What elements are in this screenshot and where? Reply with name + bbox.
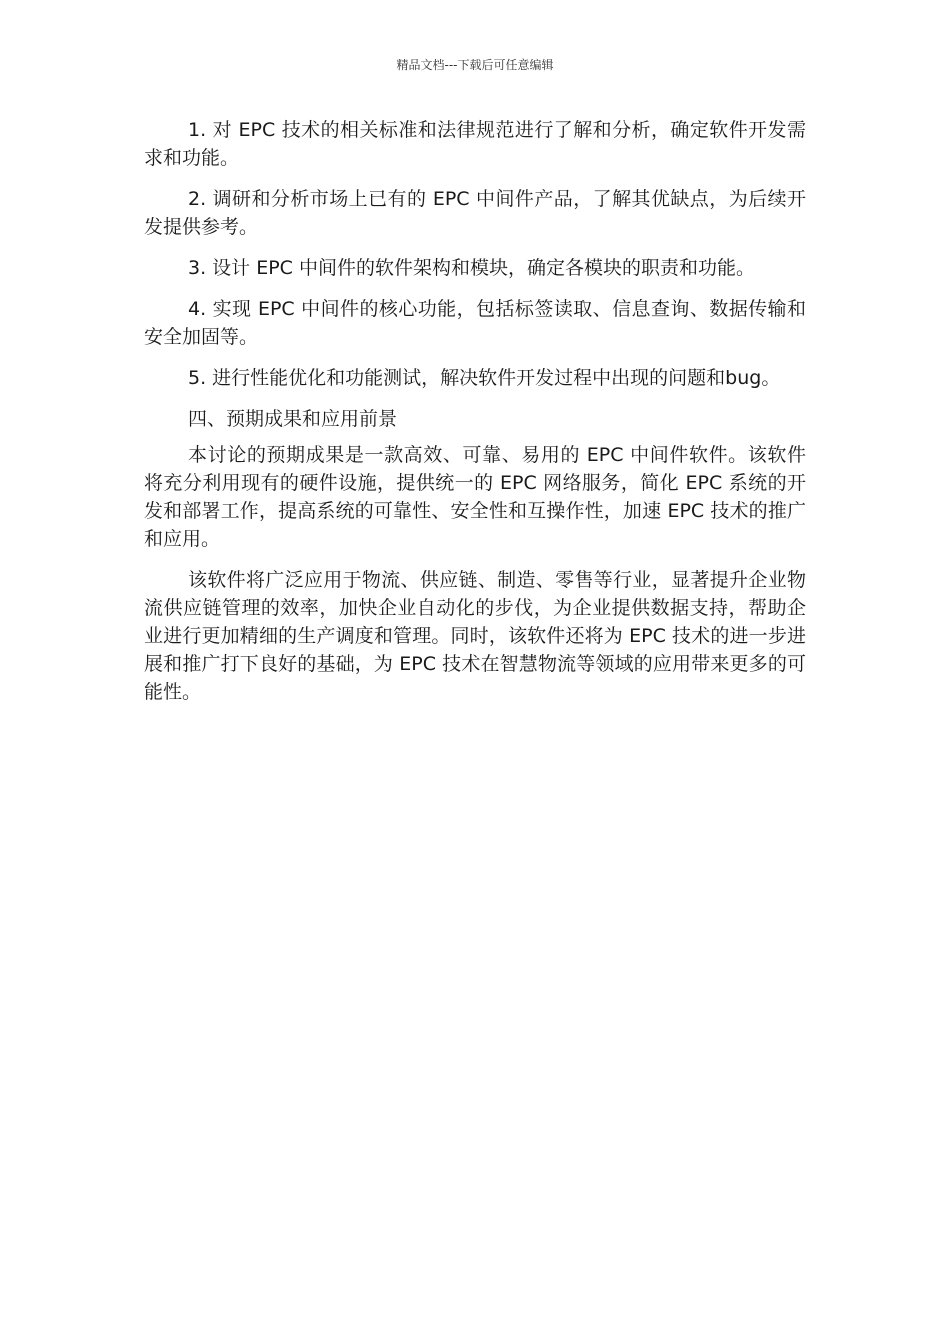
list-item-3: 3. 设计 EPC 中间件的软件架构和模块，确定各模块的职责和功能。: [188, 257, 755, 279]
body-paragraph-2: 该软件将广泛应用于物流、供应链、制造、零售等行业，显著提升企业物流供应链管理的效率，加快企业自动化的步伐，为企业提供数据支持，帮助企业进行更加精细的生产调度和管理。同时，该软件还将为 EPC 技术的进一步进展和推广打下良好的基础，为 EPC 技术在智慧物流等领域的应用带来更多的可能性。: [144, 569, 806, 703]
list-item-1: 1. 对 EPC 技术的相关标准和法律规范进行了解和分析，确定软件开发需求和功能。: [144, 119, 806, 169]
page-header: 精品文档---下载后可任意编辑: [396, 58, 554, 72]
list-item-2: 2. 调研和分析市场上已有的 EPC 中间件产品，了解其优缺点，为后续开发提供参考。: [144, 188, 806, 238]
body-paragraph-1: 本讨论的预期成果是一款高效、可靠、易用的 EPC 中间件软件。该软件将充分利用现有的硬件设施，提供统一的 EPC 网络服务，简化 EPC 系统的开发和部署工作，提高系统的可靠性、安全性和互操作性，加速 EPC 技术的推广和应用。: [144, 444, 806, 550]
document-body: [144, 116, 806, 719]
list-item-4: 4. 实现 EPC 中间件的核心功能，包括标签读取、信息查询、数据传输和安全加固等。: [144, 298, 806, 348]
list-item-5: 5. 进行性能优化和功能测试，解决软件开发过程中出现的问题和bug。: [188, 367, 781, 389]
section-heading: 四、预期成果和应用前景: [188, 408, 398, 430]
